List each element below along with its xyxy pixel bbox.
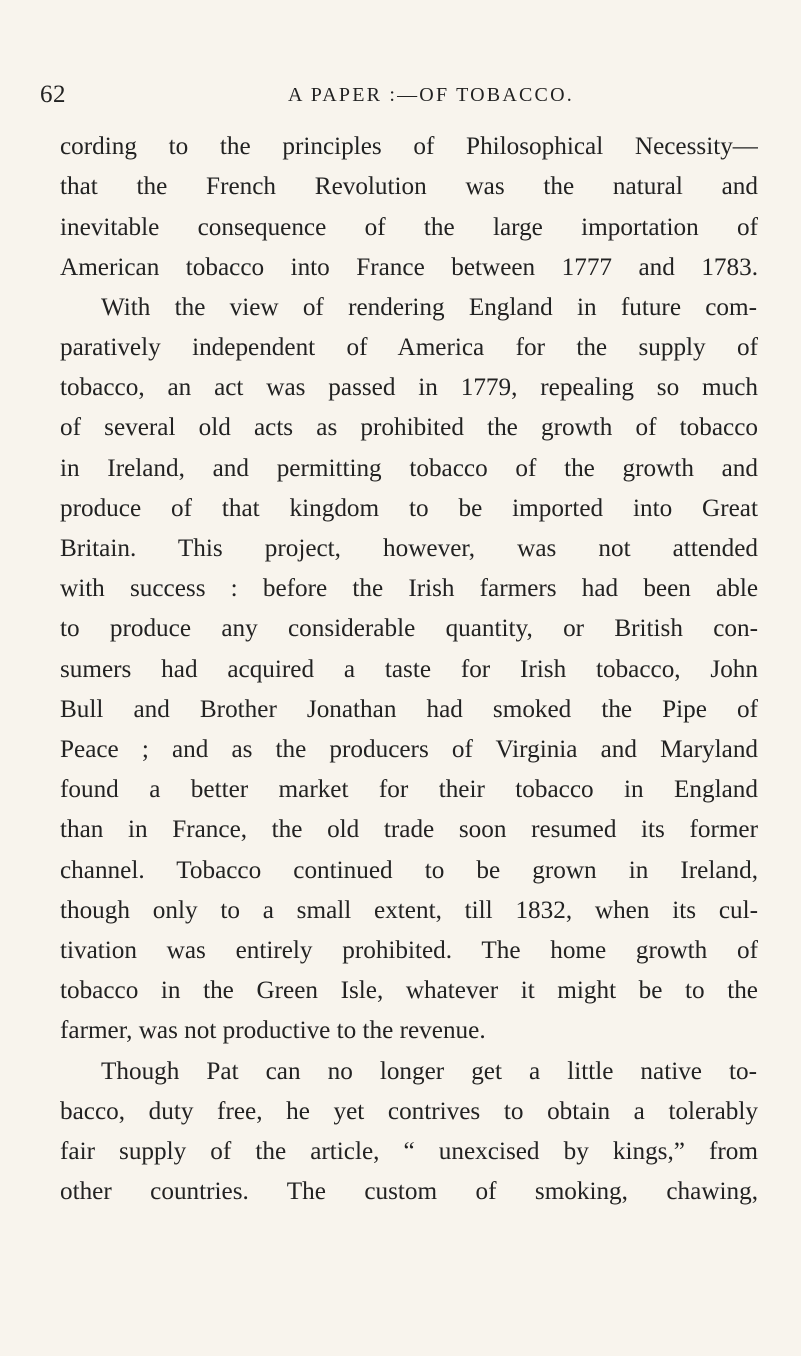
text-line: channel. Tobacco continued to be grown in Ireland, bbox=[60, 857, 758, 884]
text-line: tobacco in the Green Isle, whatever it might be to the bbox=[60, 977, 758, 1004]
text-line: with success : before the Irish farmers had been able bbox=[60, 575, 758, 602]
text-line: though only to a small extent, till 1832, when its cul- bbox=[60, 897, 758, 924]
text-line: Though Pat can no longer get a little native to- bbox=[101, 1058, 757, 1085]
text-line: With the view of rendering England in future com- bbox=[101, 294, 757, 321]
text-line: produce of that kingdom to be imported into Great bbox=[60, 495, 758, 522]
text-line: other countries. The custom of smoking, chawing, bbox=[60, 1178, 758, 1205]
text-line: tobacco, an act was passed in 1779, repealing so much bbox=[60, 374, 758, 401]
text-line: bacco, duty free, he yet contrives to obtain a tolerably bbox=[60, 1098, 758, 1125]
text-line: cording to the principles of Philosophical Necessity— bbox=[60, 133, 758, 160]
text-line: of several old acts as prohibited the growth of tobacco bbox=[60, 414, 758, 441]
running-head: A PAPER :—OF TOBACCO. bbox=[288, 84, 574, 106]
page-number: 62 bbox=[40, 81, 66, 108]
text-line: farmer, was not productive to the revenue. bbox=[60, 1017, 486, 1044]
text-line: tivation was entirely prohibited. The home growth of bbox=[60, 937, 758, 964]
text-line: Bull and Brother Jonathan had smoked the Pipe of bbox=[60, 696, 758, 723]
text-line: inevitable consequence of the large importation of bbox=[60, 214, 758, 241]
text-line: Britain. This project, however, was not attended bbox=[60, 535, 758, 562]
text-line: that the French Revolution was the natural and bbox=[60, 173, 758, 200]
text-line: American tobacco into France between 1777 and 1783. bbox=[60, 254, 758, 281]
text-line: paratively independent of America for the supply of bbox=[60, 334, 758, 361]
text-line: Peace ; and as the producers of Virginia and Maryland bbox=[60, 736, 758, 763]
text-line: sumers had acquired a taste for Irish tobacco, John bbox=[60, 656, 758, 683]
text-line: found a better market for their tobacco in England bbox=[60, 776, 758, 803]
text-line: fair supply of the article, “ unexcised by kings,” from bbox=[60, 1138, 758, 1165]
text-line: than in France, the old trade soon resumed its former bbox=[60, 816, 758, 843]
text-line: to produce any considerable quantity, or British con- bbox=[60, 615, 758, 642]
text-line: in Ireland, and permitting tobacco of the growth and bbox=[60, 455, 758, 482]
